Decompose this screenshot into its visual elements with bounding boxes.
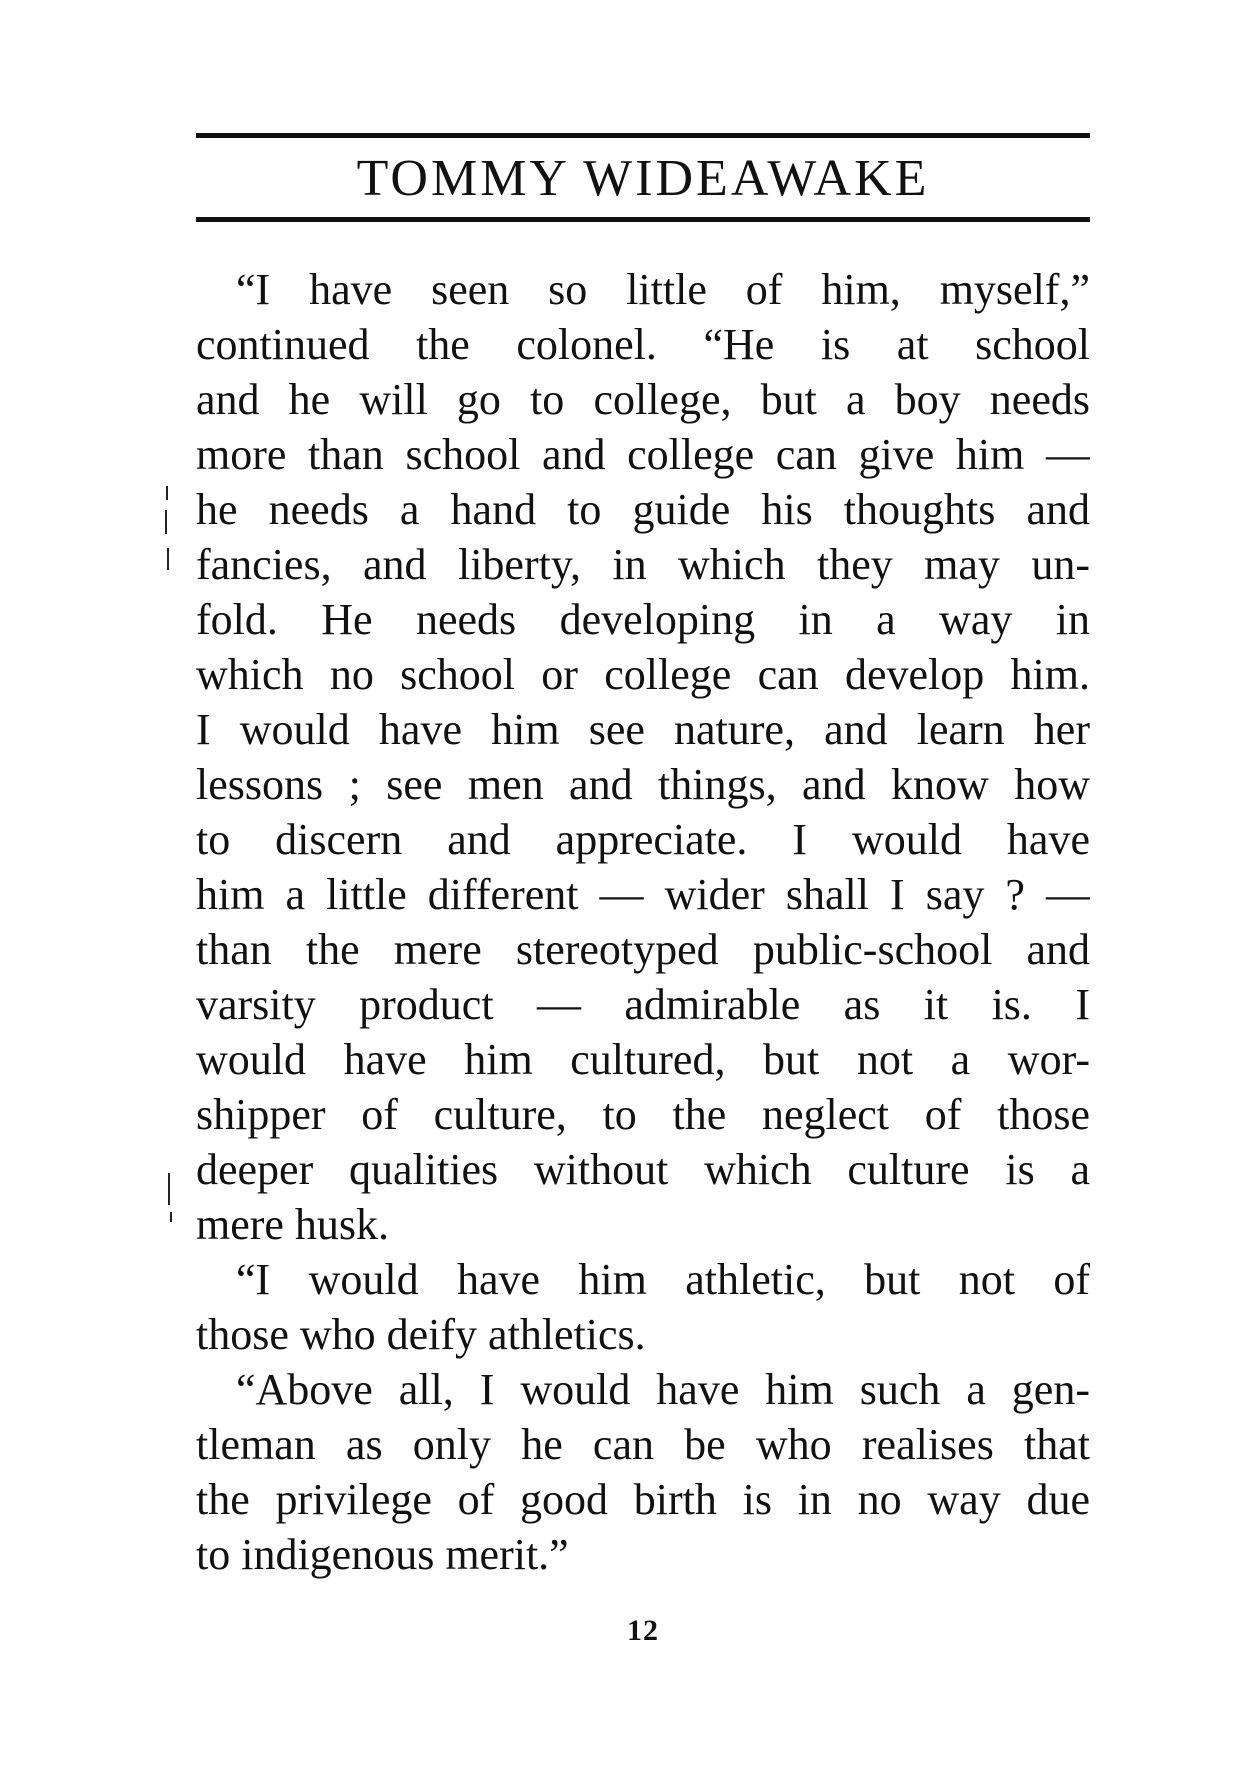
text-line: fancies, and liberty, in which they may un- [196,540,1090,589]
text-line: “I would have him athletic, but not of [236,1255,1090,1304]
text-line: “I have seen so little of him, myself,” [236,265,1090,314]
margin-pencil-mark [165,510,167,534]
text-line: “Above all, I would have him such a gen- [236,1365,1090,1414]
text-line: lessons ; see men and things, and know how [196,760,1090,809]
margin-pencil-mark [170,1212,172,1222]
text-line: would have him cultured, but not a wor- [196,1035,1090,1084]
page-number: 12 [627,1614,659,1647]
text-line: mere husk. [196,1200,390,1249]
text-line: shipper of culture, to the neglect of those [196,1090,1090,1139]
text-line: continued the colonel. “He is at school [196,320,1090,369]
margin-pencil-mark [167,548,169,570]
margin-pencil-mark [166,486,168,500]
text-line: which no school or college can develop him. [196,650,1090,699]
text-line: he needs a hand to guide his thoughts and [196,485,1090,534]
text-line: than the mere stereotyped public-school and [196,925,1090,974]
text-line: those who deify athletics. [196,1310,646,1359]
text-line: deeper qualities without which culture is a [196,1145,1090,1194]
body-text [196,262,1090,1582]
text-line: the privilege of good birth is in no way due [196,1475,1090,1524]
text-line: him a little different — wider shall I say ? — [196,870,1090,919]
header-rule-top [196,133,1090,138]
text-line: tleman as only he can be who realises that [196,1420,1090,1469]
header-rule-bottom [196,217,1090,222]
text-line: to indigenous merit.” [196,1530,569,1579]
margin-pencil-mark [168,1173,170,1205]
text-line: to discern and appreciate. I would have [196,815,1090,864]
text-line: more than school and college can give him — [196,430,1090,479]
text-line: and he will go to college, but a boy needs [196,375,1090,424]
text-line: I would have him see nature, and learn her [196,705,1090,754]
running-head: TOMMY WIDEAWAKE [356,150,930,207]
text-line: varsity product — admirable as it is. I [196,980,1090,1029]
text-line: fold. He needs developing in a way in [196,595,1090,644]
